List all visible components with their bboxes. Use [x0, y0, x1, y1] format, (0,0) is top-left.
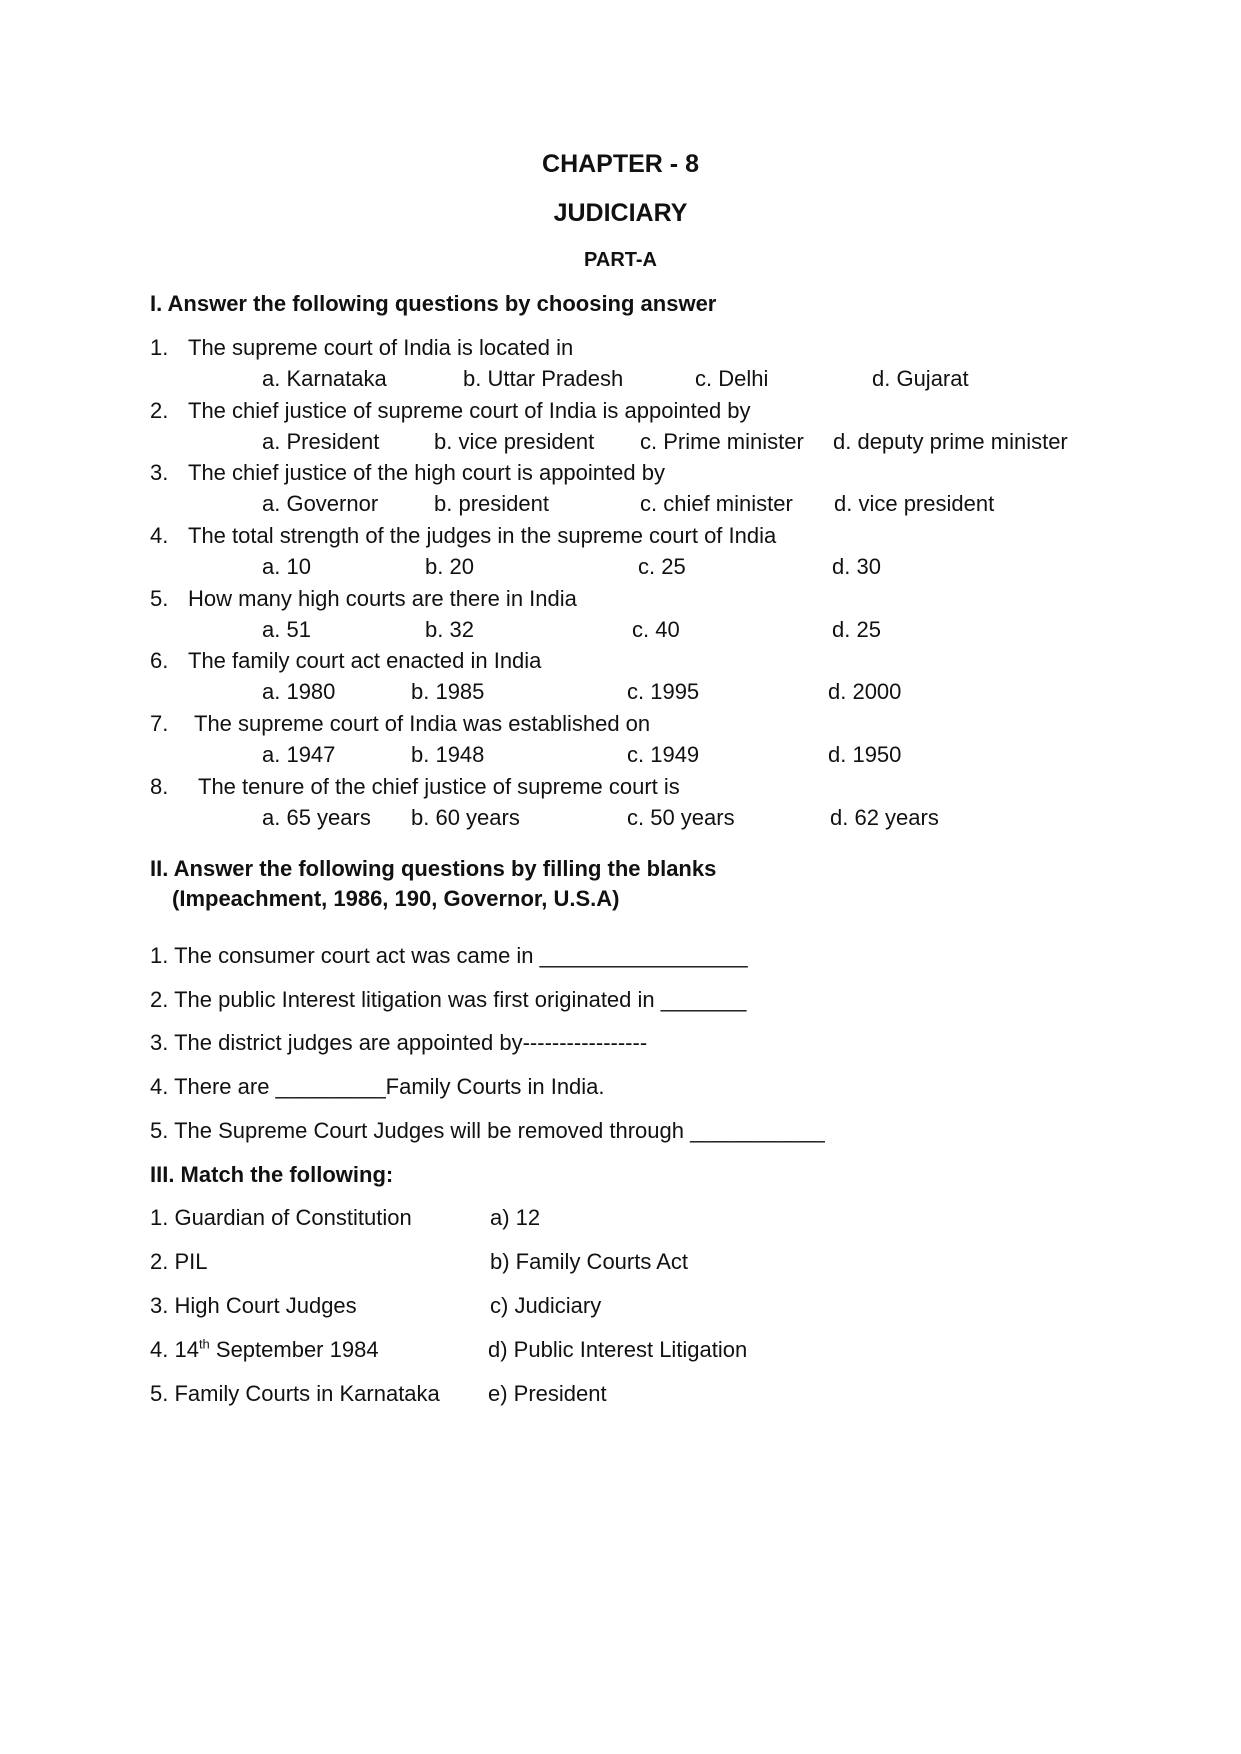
question-2 — [150, 397, 751, 425]
match-left-3: 3. High Court Judges — [150, 1293, 357, 1318]
q4-option-d: d. 30 — [832, 554, 881, 579]
q7-option-d: d. 1950 — [828, 742, 902, 767]
q4-option-c: c. 25 — [638, 554, 686, 579]
q3-option-b: b. president — [434, 491, 549, 516]
q1-option-d: d. Gujarat — [872, 366, 969, 391]
question-number: 3. — [150, 460, 169, 485]
q8-option-b: b. 60 years — [411, 805, 520, 830]
question-text: The total strength of the judges in the supreme court of India — [188, 523, 777, 548]
q8-option-c: c. 50 years — [627, 805, 735, 830]
fill-blank-2: 2. The public Interest litigation was first originated in _______ — [150, 987, 747, 1012]
q5-option-a: a. 51 — [262, 617, 311, 642]
q2-option-b: b. vice president — [434, 429, 595, 454]
q6-option-b: b. 1985 — [411, 679, 485, 704]
question-number: 4. — [150, 523, 169, 548]
question-4 — [150, 522, 776, 550]
match-right-d: d) Public Interest Litigation — [488, 1337, 748, 1362]
q8-option-d: d. 62 years — [830, 805, 939, 830]
match-right-e: e) President — [488, 1381, 607, 1406]
question-number: 5. — [150, 586, 169, 611]
section2-word-bank: (Impeachment, 1986, 190, Governor, U.S.A) — [172, 886, 620, 911]
q5-option-d: d. 25 — [832, 617, 881, 642]
part-heading: PART-A — [584, 249, 657, 271]
question-5 — [150, 585, 577, 613]
question-text: The chief justice of the high court is appointed by — [188, 460, 665, 485]
match-left-2: 2. PIL — [150, 1249, 208, 1274]
q6-option-d: d. 2000 — [828, 679, 902, 704]
match-left-4 — [150, 1336, 379, 1364]
q6-option-c: c. 1995 — [627, 679, 700, 704]
match-left-4-prefix: 4. 14 — [150, 1337, 199, 1362]
q5-option-b: b. 32 — [425, 617, 474, 642]
match-left-5: 5. Family Courts in Karnataka — [150, 1381, 440, 1406]
q2-option-c: c. Prime minister — [640, 429, 804, 454]
q7-option-b: b. 1948 — [411, 742, 485, 767]
q7-option-a: a. 1947 — [262, 742, 336, 767]
section1-title: I. Answer the following questions by choosing answer — [150, 291, 717, 316]
question-text: The supreme court of India was established on — [194, 711, 651, 736]
fill-blank-5: 5. The Supreme Court Judges will be removed through ___________ — [150, 1118, 825, 1143]
q7-option-c: c. 1949 — [627, 742, 700, 767]
question-text: How many high courts are there in India — [188, 586, 577, 611]
fill-blank-1: 1. The consumer court act was came in _________________ — [150, 943, 748, 968]
match-left-1: 1. Guardian of Constitution — [150, 1205, 412, 1230]
question-number: 8. — [150, 774, 169, 799]
match-right-c: c) Judiciary — [490, 1293, 602, 1318]
q3-option-c: c. chief minister — [640, 491, 793, 516]
fill-blank-3: 3. The district judges are appointed by----------------- — [150, 1030, 648, 1055]
question-text: The family court act enacted in India — [188, 648, 542, 673]
question-text: The tenure of the chief justice of supreme court is — [198, 774, 680, 799]
match-right-a: a) 12 — [490, 1205, 541, 1230]
q1-option-b: b. Uttar Pradesh — [463, 366, 624, 391]
q4-option-b: b. 20 — [425, 554, 474, 579]
question-number: 7. — [150, 711, 169, 736]
question-6 — [150, 647, 541, 675]
question-number: 1. — [150, 335, 169, 360]
q1-option-a: a. Karnataka — [262, 366, 387, 391]
match-left-4-suffix: September 1984 — [209, 1337, 379, 1362]
section3-title: III. Match the following: — [150, 1162, 394, 1187]
q3-option-a: a. Governor — [262, 491, 379, 516]
q2-option-a: a. President — [262, 429, 380, 454]
question-3 — [150, 459, 665, 487]
q4-option-a: a. 10 — [262, 554, 311, 579]
chapter-heading: CHAPTER - 8 — [542, 150, 699, 178]
match-right-b: b) Family Courts Act — [490, 1249, 689, 1274]
fill-blank-4: 4. There are _________Family Courts in India. — [150, 1074, 605, 1099]
q5-option-c: c. 40 — [632, 617, 680, 642]
chapter-title: JUDICIARY — [553, 199, 688, 227]
question-number: 6. — [150, 648, 169, 673]
question-number: 2. — [150, 398, 169, 423]
question-text: The chief justice of supreme court of India is appointed by — [188, 398, 751, 423]
q8-option-a: a. 65 years — [262, 805, 371, 830]
question-1 — [150, 334, 573, 362]
question-text: The supreme court of India is located in — [188, 335, 574, 360]
question-8 — [150, 773, 680, 801]
section2-title: II. Answer the following questions by filling the blanks — [150, 856, 717, 881]
q6-option-a: a. 1980 — [262, 679, 336, 704]
ordinal-suffix: th — [198, 1336, 210, 1352]
q3-option-d: d. vice president — [834, 491, 995, 516]
question-7 — [150, 710, 650, 738]
q2-option-d: d. deputy prime minister — [833, 429, 1068, 454]
q1-option-c: c. Delhi — [695, 366, 769, 391]
